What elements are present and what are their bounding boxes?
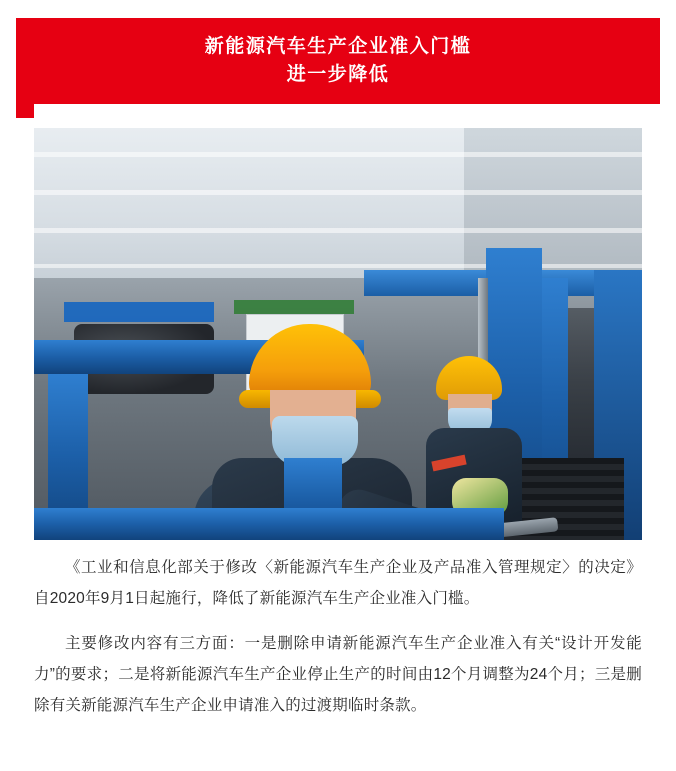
ceiling-beam (34, 152, 642, 157)
ceiling-beam (34, 228, 642, 233)
header-section (0, 0, 676, 118)
headline-line-2: 进一步降低 (286, 64, 390, 85)
article-paragraph-1: 《工业和信息化部关于修改〈新能源汽车生产企业及产品准入管理规定〉的决定》自2020年9月1日起施行，降低了新能源汽车生产企业准入门槛。 (34, 559, 642, 607)
ceiling-beam (34, 190, 642, 195)
exit-sign (234, 300, 354, 314)
wall-banner (64, 302, 214, 322)
photo-canvas (34, 128, 642, 540)
ceiling-beam (34, 264, 642, 268)
article-paragraph-2: 主要修改内容有三方面：一是删除申请新能源汽车生产企业准入有关“设计开发能力”的要求；二是将新能源汽车生产企业停止生产的时间由12个月调整为24个月；三是删除有关新能源汽车生产企业申请准入的过渡期临时条款。 (34, 635, 642, 714)
article-photo (34, 128, 642, 540)
headline-line-1: 新能源汽车生产企业准入门槛 (204, 36, 472, 57)
banner-tail-decoration (16, 104, 34, 118)
article-body (34, 552, 642, 735)
header-banner (16, 18, 660, 104)
steel-rail-lower (34, 508, 504, 540)
